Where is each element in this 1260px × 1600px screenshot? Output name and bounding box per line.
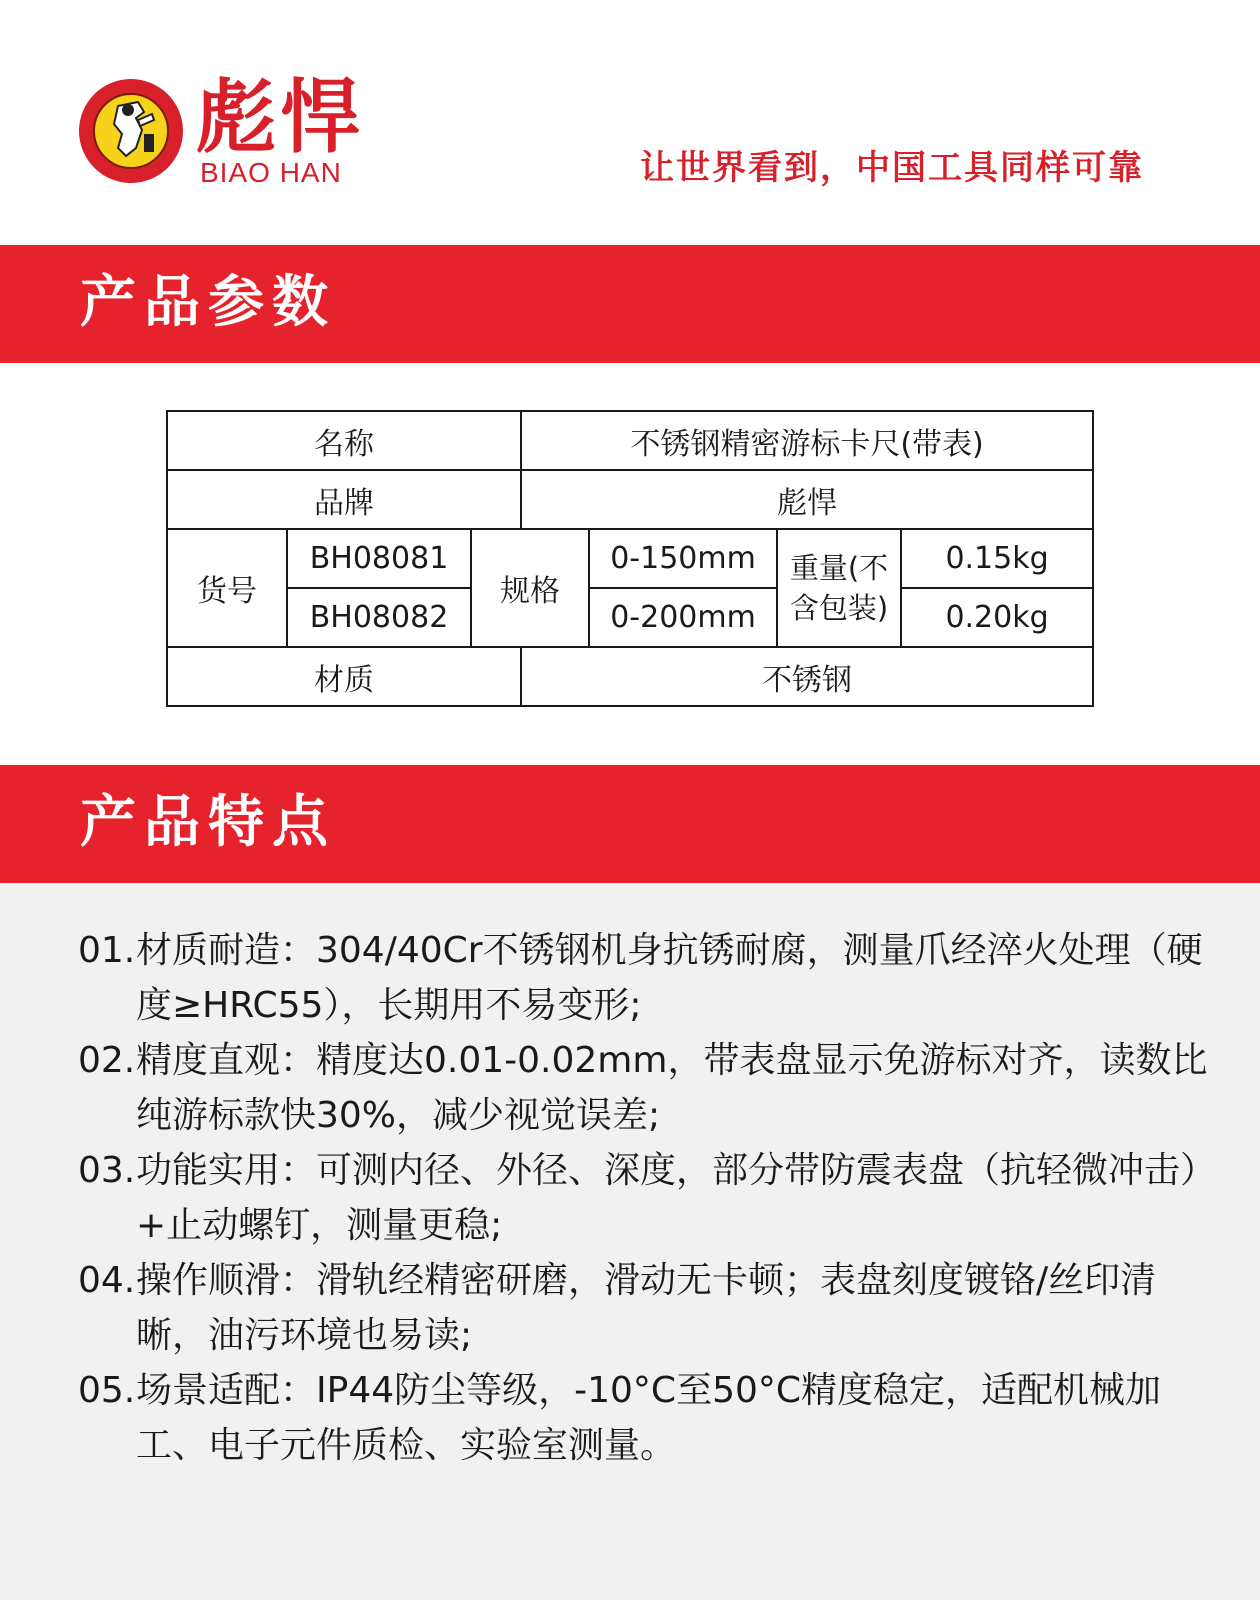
features-list (78, 923, 1208, 1473)
spec-section (0, 363, 1260, 765)
sku-value: BH08081 (287, 529, 471, 588)
feature-number: 02. (78, 1040, 136, 1081)
feature-text: 操作顺滑：滑轨经精密研磨，滑动无卡顿；表盘刻度镀铬/丝印清晰，油污环境也易读; (136, 1260, 1157, 1356)
material-label: 材质 (167, 647, 521, 706)
features-banner (0, 765, 1260, 883)
feature-text: 场景适配：IP44防尘等级，-10°C至50°C精度稳定，适配机械加工、电子元件质检、实验室测量。 (136, 1370, 1162, 1466)
params-title: 产品参数 (80, 270, 336, 335)
brand-name-chinese: 彪悍 (196, 70, 364, 164)
params-banner (0, 245, 1260, 363)
spec-row-variant (167, 588, 1093, 647)
brand-label: 品牌 (167, 470, 521, 529)
size-value: 0-200mm (589, 588, 777, 647)
feature-text: 功能实用：可测内径、外径、深度，部分带防震表盘（抗轻微冲击）+止动螺钉，测量更稳; (136, 1150, 1199, 1246)
feature-number: 05. (78, 1370, 136, 1411)
feature-number: 03. (78, 1150, 136, 1191)
weight-value: 0.15kg (901, 529, 1093, 588)
spec-row-brand (167, 470, 1093, 529)
feature-text: 精度直观：精度达0.01-0.02mm，带表盘显示免游标对齐，读数比纯游标款快30%，减少视觉误差; (136, 1040, 1208, 1136)
spec-row-variant (167, 529, 1093, 588)
spec-table (166, 410, 1094, 707)
slogan: 让世界看到，中国工具同样可靠 (640, 148, 1144, 188)
spec-label: 规格 (471, 529, 589, 647)
feature-item (78, 1253, 1208, 1363)
spec-row-name (167, 411, 1093, 470)
spec-row-material (167, 647, 1093, 706)
weight-label: 重量(不含包装) (777, 529, 901, 647)
brand-value: 彪悍 (521, 470, 1093, 529)
brand-name-english: BIAO HAN (200, 157, 342, 188)
header (0, 0, 1260, 245)
brand-emblem-logo (78, 78, 184, 184)
feature-item (78, 923, 1208, 1033)
name-label: 名称 (167, 411, 521, 470)
sku-label: 货号 (167, 529, 287, 647)
name-value: 不锈钢精密游标卡尺(带表) (521, 411, 1093, 470)
feature-item (78, 1143, 1208, 1253)
feature-item (78, 1033, 1208, 1143)
features-section (0, 883, 1260, 1600)
feature-number: 04. (78, 1260, 136, 1301)
feature-number: 01. (78, 930, 136, 971)
weight-value: 0.20kg (901, 588, 1093, 647)
feature-item (78, 1363, 1208, 1473)
material-value: 不锈钢 (521, 647, 1093, 706)
size-value: 0-150mm (589, 529, 777, 588)
features-title: 产品特点 (80, 790, 336, 855)
sku-value: BH08082 (287, 588, 471, 647)
feature-text: 材质耐造：304/40Cr不锈钢机身抗锈耐腐，测量爪经淬火处理（硬度≥HRC55），长期用不易变形; (136, 930, 1203, 1026)
